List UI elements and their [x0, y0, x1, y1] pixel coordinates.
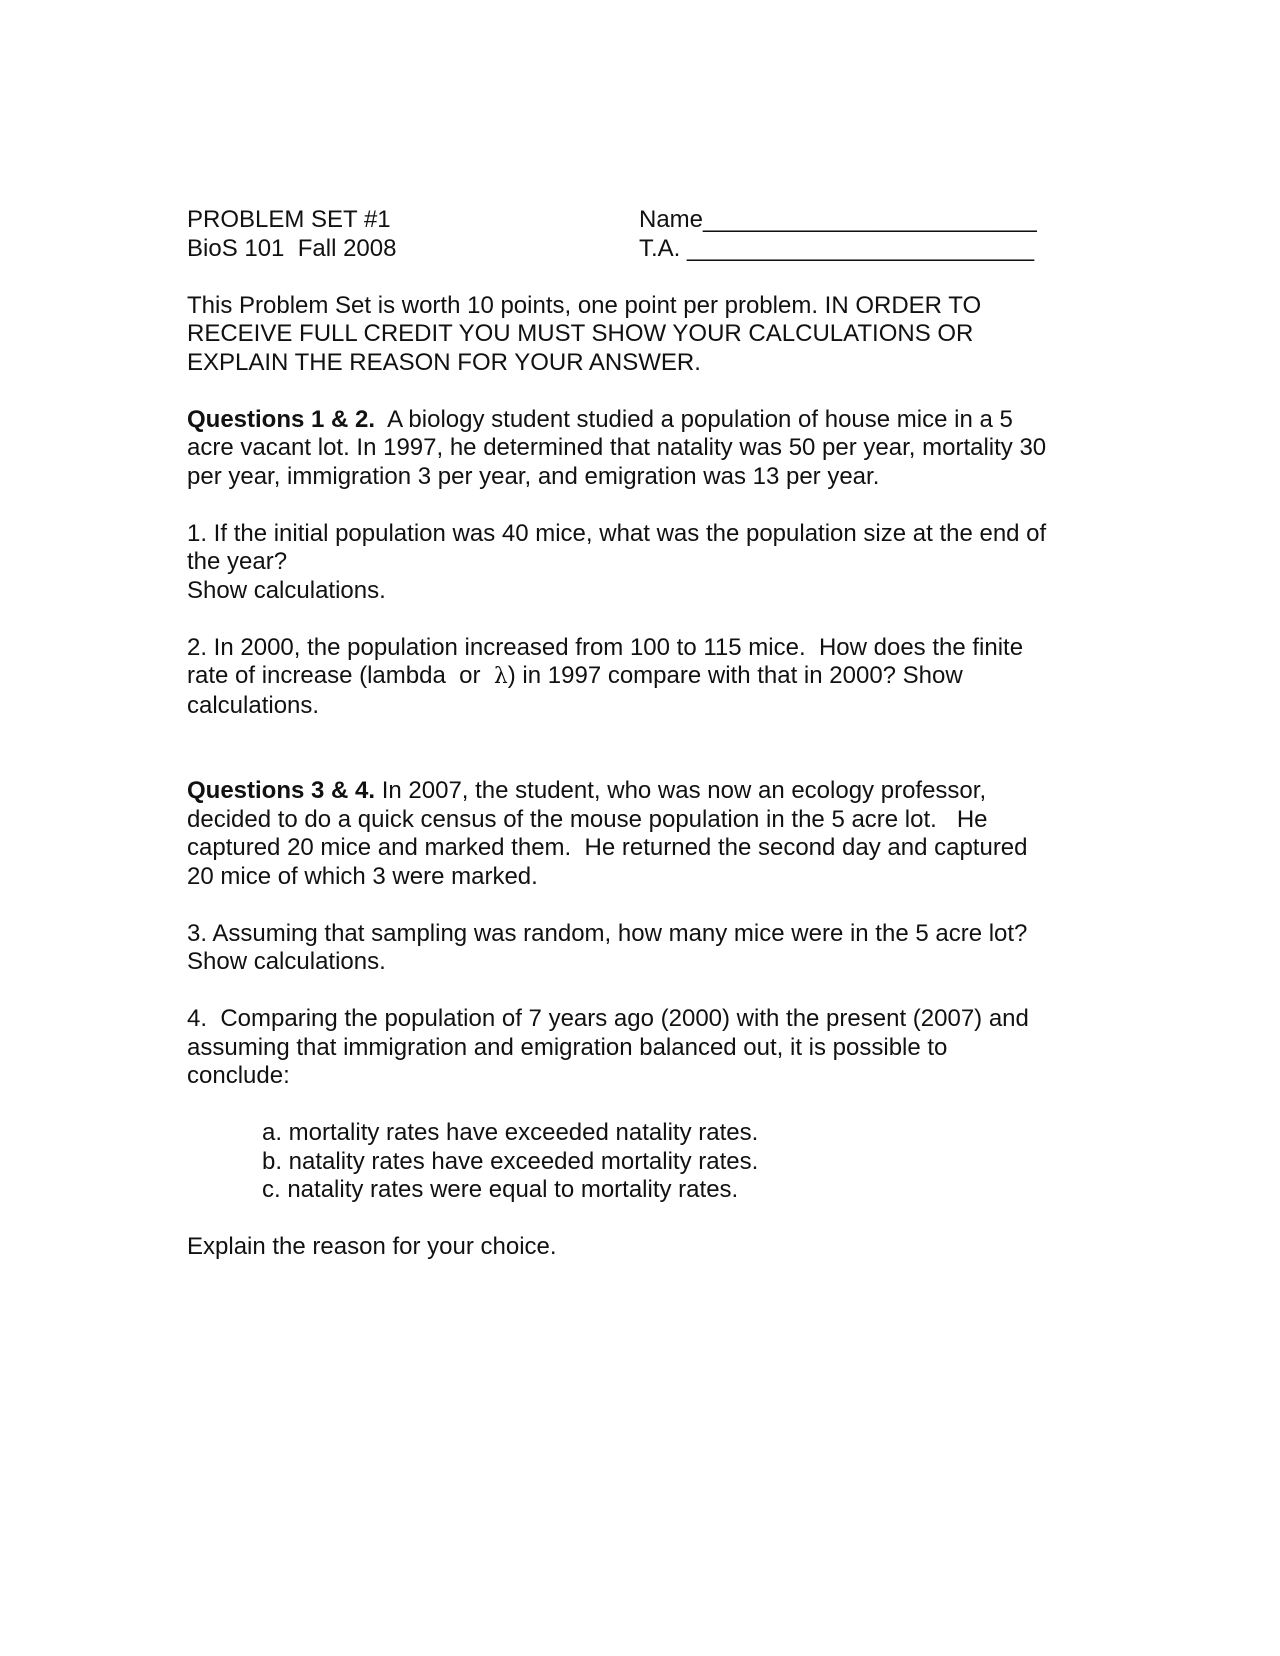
option-a: a. mortality rates have exceeded natality rates. — [262, 1119, 759, 1146]
questions-3-4-text: 20 mice of which 3 were marked. — [187, 862, 538, 890]
problem-set-page — [187, 206, 1107, 1262]
question-4-explain — [187, 1233, 1107, 1262]
explain-instruction: Explain the reason for your choice. — [187, 1233, 557, 1260]
lambda-symbol: λ — [493, 664, 508, 689]
question-2-text: 2. In 2000, the population increased from 100 to 115 mice. How does the finite — [187, 633, 1024, 661]
questions-1-2-text: per year, immigration 3 per year, and emigration was 13 per year. — [187, 462, 880, 490]
header — [187, 206, 1107, 263]
question-3 — [187, 920, 1107, 977]
header-left — [187, 206, 639, 263]
ta-field[interactable]: T.A. __________________________ — [639, 234, 1035, 262]
option-b: b. natality rates have exceeded mortality rates. — [262, 1147, 759, 1175]
option-c: c. natality rates were equal to mortality rates. — [262, 1176, 739, 1203]
course-info: BioS 101 Fall 2008 — [187, 234, 397, 262]
question-4-text: assuming that immigration and emigration balanced out, it is possible to — [187, 1033, 948, 1061]
questions-1-2-heading: Questions 1 & 2. — [187, 405, 376, 433]
instructions-line: This Problem Set is worth 10 points, one point per problem. IN ORDER TO — [187, 291, 982, 319]
questions-3-4-text: captured 20 mice and marked them. He returned the second day and captured — [187, 834, 1028, 861]
question-2-text: rate of increase (lambda or — [187, 662, 494, 689]
name-field[interactable]: Name_________________________ — [639, 206, 1037, 233]
questions-1-2-text: A biology student studied a population of house mice in a 5 — [375, 405, 1013, 433]
questions-3-4-heading: Questions 3 & 4. — [187, 777, 376, 804]
question-1 — [187, 520, 1107, 606]
questions-3-4-text: decided to do a quick census of the mouse population in the 5 acre lot. He — [187, 805, 988, 833]
question-3-text: 3. Assuming that sampling was random, how many mice were in the 5 acre lot? — [187, 919, 1028, 947]
instructions — [187, 292, 1107, 378]
question-2 — [187, 634, 1107, 721]
question-4-text: conclude: — [187, 1062, 290, 1089]
question-1-text: 1. If the initial population was 40 mice, what was the population size at the end of — [187, 519, 1047, 547]
question-4-text: 4. Comparing the population of 7 years ago (2000) with the present (2007) and — [187, 1005, 1029, 1032]
question-1-text: the year? — [187, 548, 288, 575]
problem-set-title: PROBLEM SET #1 — [187, 206, 391, 233]
header-right — [639, 206, 1107, 263]
question-2-text: ) in 1997 compare with that in 2000? Show — [507, 662, 963, 689]
instructions-line: EXPLAIN THE REASON FOR YOUR ANSWER. — [187, 348, 701, 376]
questions-3-4-intro — [187, 777, 1107, 891]
question-3-instruction: Show calculations. — [187, 948, 386, 975]
questions-3-4-text: In 2007, the student, who was now an ecology professor, — [375, 777, 987, 804]
instructions-line: RECEIVE FULL CREDIT YOU MUST SHOW YOUR CALCULATIONS OR — [187, 320, 974, 347]
questions-1-2-intro — [187, 406, 1107, 492]
questions-1-2-text: acre vacant lot. In 1997, he determined that natality was 50 per year, mortality 30 — [187, 434, 1047, 461]
question-4-options — [187, 1119, 1107, 1205]
question-2-instruction: calculations. — [187, 691, 320, 719]
question-1-instruction: Show calculations. — [187, 576, 386, 604]
question-4 — [187, 1005, 1107, 1091]
